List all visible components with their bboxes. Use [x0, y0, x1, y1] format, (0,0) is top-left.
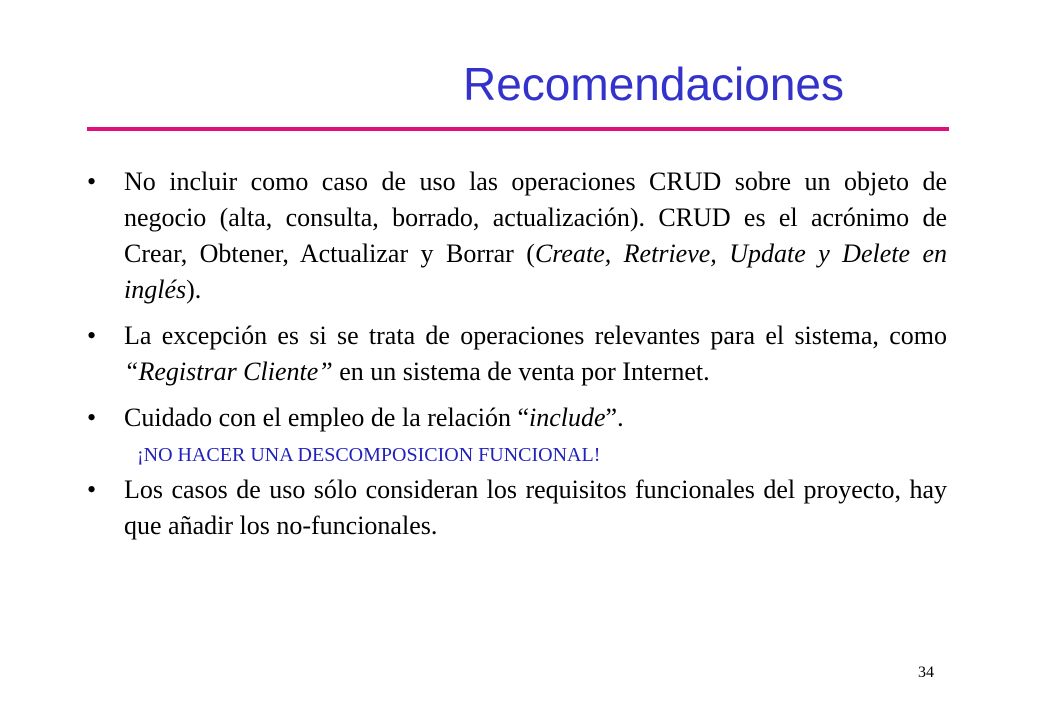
bullet-icon — [87, 164, 117, 200]
bullet-text: No incluir como caso de uso las operaciones CRUD sobre un objeto de negocio (alta, consulta, borrado, actualización). CRUD es el acrónimo de Crear, Obtener, Actualizar y Borrar ( — [124, 167, 947, 268]
bullet-text: La excepción es si se trata de operaciones relevantes para el sistema, como — [124, 321, 947, 350]
bullet-item-crud — [87, 164, 947, 308]
bullet-text: Cuidado con el empleo de la relación “ — [124, 403, 530, 432]
bullet-text: Los casos de uso sólo consideran los requisitos funcionales del proyecto, hay que añadir los no-funcionales. — [124, 475, 947, 540]
bullet-text-suffix: ). — [186, 275, 202, 304]
bullet-italic-text: include — [529, 403, 606, 432]
bullet-text-suffix: en un sistema de venta por Internet. — [332, 357, 710, 386]
bullet-item-exception — [87, 318, 947, 390]
bullet-italic-text: Create, Retrieve, Update y Delete en inglés — [124, 239, 947, 304]
bullet-text-suffix: ”. — [605, 403, 624, 432]
title-divider — [87, 127, 949, 131]
slide-title: Recomendaciones — [463, 58, 845, 110]
bullet-icon — [87, 318, 117, 354]
bullet-item-include — [87, 400, 947, 436]
warning-note: ¡NO HACER UNA DESCOMPOSICION FUNCIONAL! — [137, 444, 601, 466]
bullet-list — [87, 164, 947, 554]
bullet-icon — [87, 400, 117, 436]
bullet-icon — [87, 472, 117, 508]
bullet-item-requirements — [87, 472, 947, 544]
bullet-italic-text: “Registrar Cliente” — [124, 357, 333, 386]
page-number: 34 — [918, 664, 934, 681]
